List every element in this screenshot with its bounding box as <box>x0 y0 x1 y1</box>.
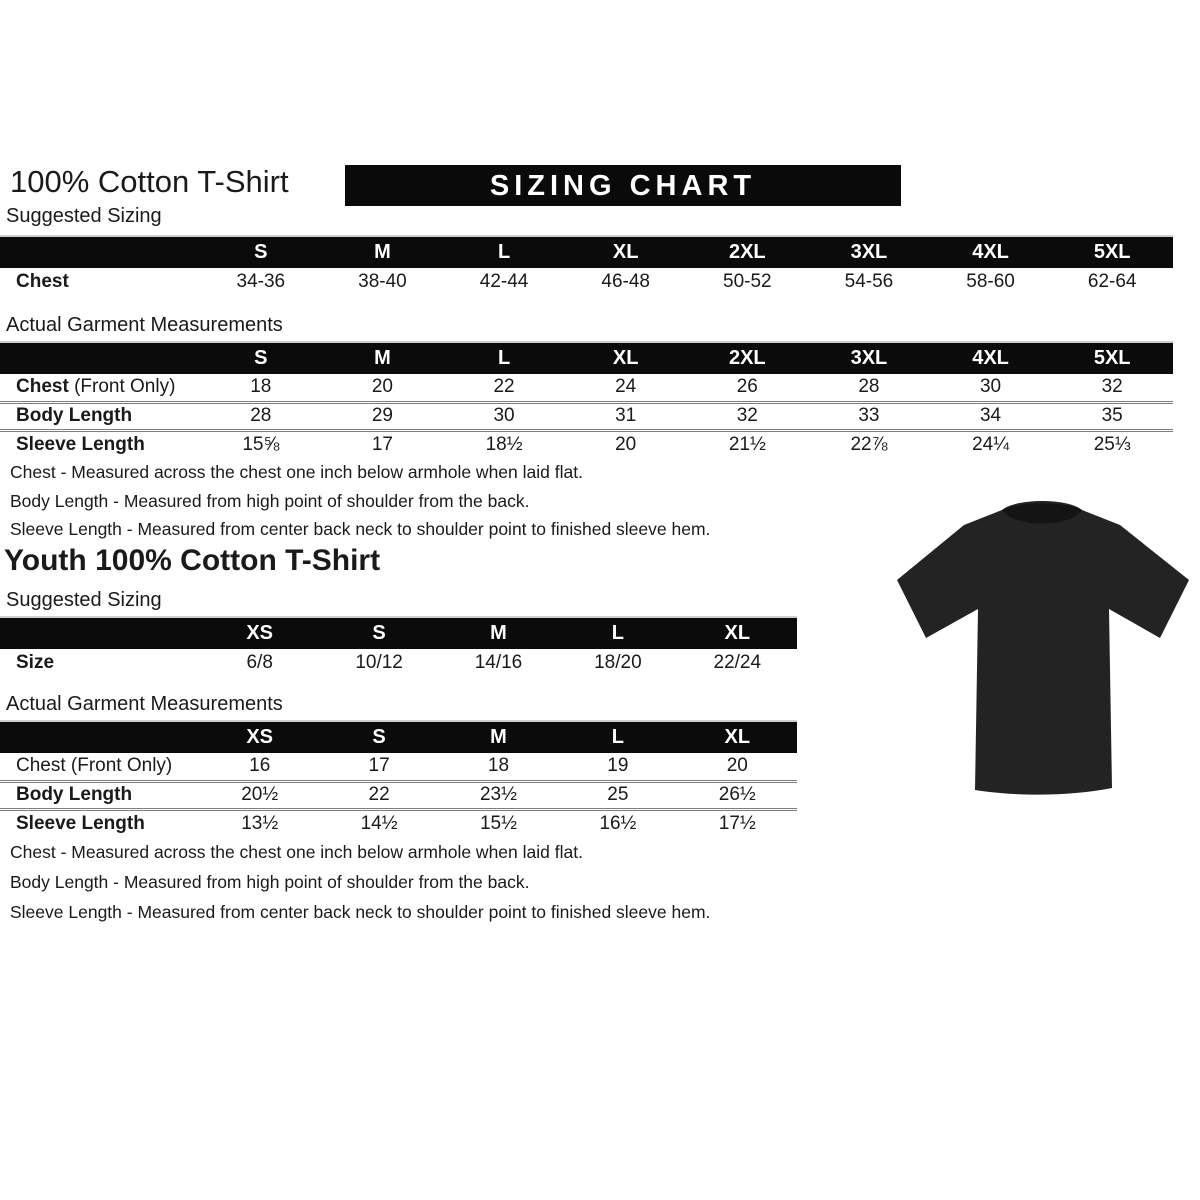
size-column-header: XL <box>565 342 687 374</box>
header-corner-cell <box>0 617 200 649</box>
youth-actual-measurements-label: Actual Garment Measurements <box>6 693 283 715</box>
adult-suggested-sizing-table <box>0 235 1173 296</box>
size-header-row <box>0 721 797 753</box>
size-column-header: S <box>319 617 438 649</box>
sizing-table <box>0 720 797 837</box>
value-cell: 26½ <box>718 784 756 805</box>
value-cell: 18½ <box>485 433 523 455</box>
value-cell: 42-44 <box>479 271 529 292</box>
value-cell: 62-64 <box>1087 271 1137 292</box>
value-cell: 31 <box>615 405 637 426</box>
value-cell: 33 <box>858 405 880 426</box>
value-cell: 20 <box>371 376 393 398</box>
black-tshirt-image <box>892 488 1192 808</box>
size-column-header: M <box>439 721 558 753</box>
measurement-note: Chest - Measured across the chest one inch below armhole when laid flat. <box>10 462 583 482</box>
value-cell: 19 <box>607 755 629 777</box>
size-column-header: 3XL <box>808 236 930 268</box>
youth-actual-measurements-table <box>0 720 797 837</box>
table-row <box>0 430 1173 458</box>
row-label: Body Length <box>16 405 133 426</box>
youth-suggested-sizing-table <box>0 616 797 677</box>
size-column-header: S <box>200 342 322 374</box>
table-row <box>0 402 1173 430</box>
value-cell: 54-56 <box>844 271 894 292</box>
value-cell: 25⅓ <box>1093 433 1131 455</box>
adult-suggested-sizing-label: Suggested Sizing <box>6 205 162 227</box>
row-label: Chest (Front Only) <box>16 376 176 398</box>
value-cell: 38-40 <box>358 271 407 292</box>
value-cell: 13½ <box>241 812 279 834</box>
value-cell: 34 <box>979 405 1002 426</box>
row-label: Sleeve Length <box>16 812 145 834</box>
value-cell: 23½ <box>479 784 517 805</box>
sizing-table <box>0 341 1173 458</box>
measurement-note: Body Length - Measured from high point of shoulder from the back. <box>10 872 530 892</box>
row-label: Sleeve Length <box>16 433 145 455</box>
value-cell: 22 <box>368 784 390 805</box>
value-cell: 24 <box>615 376 637 398</box>
size-header-row <box>0 236 1173 268</box>
sizing-chart-banner: SIZING CHART <box>345 165 901 206</box>
size-column-header: XS <box>200 617 319 649</box>
value-cell: 30 <box>979 376 1002 398</box>
value-cell: 18 <box>487 755 510 777</box>
value-cell: 50-52 <box>723 271 772 292</box>
size-column-header: L <box>443 342 565 374</box>
value-cell: 16½ <box>599 812 637 834</box>
value-cell: 30 <box>493 405 515 426</box>
size-column-header: M <box>439 617 558 649</box>
adult-actual-measurements-table <box>0 341 1173 458</box>
size-column-header: 4XL <box>930 342 1052 374</box>
size-column-header: S <box>319 721 438 753</box>
value-cell: 21½ <box>728 433 766 455</box>
value-cell: 17½ <box>718 812 756 834</box>
value-cell: 34-36 <box>236 271 286 292</box>
size-column-header: 4XL <box>930 236 1052 268</box>
value-cell: 20½ <box>241 784 279 805</box>
value-cell: 16 <box>249 755 271 777</box>
size-column-header: XL <box>678 721 797 753</box>
header-corner-cell <box>0 342 200 374</box>
value-cell: 32 <box>736 405 758 426</box>
row-label: Body Length <box>16 784 133 805</box>
value-cell: 22⅞ <box>850 433 888 455</box>
size-column-header: L <box>558 617 677 649</box>
value-cell: 32 <box>1101 376 1123 398</box>
value-cell: 22 <box>493 376 515 398</box>
value-cell: 25 <box>607 784 629 805</box>
header-corner-cell <box>0 236 200 268</box>
value-cell: 26 <box>736 376 758 398</box>
value-cell: 10/12 <box>355 652 403 673</box>
value-cell: 35 <box>1101 405 1123 426</box>
value-cell: 6/8 <box>246 652 273 673</box>
value-cell: 14½ <box>360 812 398 834</box>
table-row <box>0 781 797 809</box>
value-cell: 20 <box>726 755 748 777</box>
value-cell: 20 <box>615 433 637 455</box>
youth-measurement-notes <box>10 837 710 927</box>
table-row <box>0 753 797 781</box>
youth-section-title: Youth 100% Cotton T-Shirt <box>4 544 381 577</box>
row-label: Chest <box>16 271 69 292</box>
value-cell: 15⅝ <box>242 433 280 455</box>
size-column-header: 3XL <box>808 342 930 374</box>
value-cell: 46-48 <box>601 271 650 292</box>
page-title: 100% Cotton T-Shirt <box>10 164 289 199</box>
size-column-header: L <box>443 236 565 268</box>
measurement-note: Sleeve Length - Measured from center back neck to shoulder point to finished sleeve hem. <box>10 519 711 539</box>
size-column-header: M <box>322 342 444 374</box>
measurement-note: Chest - Measured across the chest one inch below armhole when laid flat. <box>10 842 583 862</box>
header-corner-cell <box>0 721 200 753</box>
size-column-header: S <box>200 236 322 268</box>
value-cell: 18/20 <box>594 652 642 673</box>
value-cell: 28 <box>858 376 880 398</box>
value-cell: 14/16 <box>474 652 523 673</box>
size-column-header: 5XL <box>1051 236 1173 268</box>
size-column-header: 5XL <box>1051 342 1173 374</box>
sizing-table <box>0 235 1173 296</box>
value-cell: 15½ <box>479 812 517 834</box>
measurement-note: Body Length - Measured from high point of shoulder from the back. <box>10 490 530 511</box>
adult-actual-measurements-label: Actual Garment Measurements <box>6 314 283 336</box>
row-label: Size <box>16 652 55 673</box>
measurement-note: Sleeve Length - Measured from center back neck to shoulder point to finished sleeve hem. <box>10 902 711 922</box>
size-column-header: L <box>558 721 677 753</box>
row-label-suffix: (Front Only) <box>68 376 176 398</box>
value-cell: 17 <box>368 755 390 777</box>
size-column-header: XL <box>565 236 687 268</box>
value-cell: 58-60 <box>966 271 1015 292</box>
value-cell: 28 <box>250 405 272 426</box>
value-cell: 18 <box>250 376 272 398</box>
youth-suggested-sizing-label: Suggested Sizing <box>6 589 162 611</box>
size-column-header: 2XL <box>687 236 809 268</box>
adult-measurement-notes <box>10 458 710 544</box>
value-cell: 17 <box>371 433 393 455</box>
size-column-header: XL <box>678 617 797 649</box>
sizing-table <box>0 616 797 677</box>
table-row <box>0 809 797 837</box>
table-row <box>0 649 797 677</box>
size-header-row <box>0 342 1173 374</box>
value-cell: 24¼ <box>972 433 1010 455</box>
size-header-row <box>0 617 797 649</box>
table-row <box>0 268 1173 296</box>
table-row <box>0 374 1173 402</box>
size-column-header: XS <box>200 721 319 753</box>
size-column-header: M <box>322 236 444 268</box>
tshirt-body-shape <box>897 501 1189 795</box>
value-cell: 22/24 <box>713 652 762 673</box>
size-column-header: 2XL <box>687 342 809 374</box>
row-label: Chest (Front Only) <box>16 755 173 777</box>
value-cell: 29 <box>371 405 393 426</box>
